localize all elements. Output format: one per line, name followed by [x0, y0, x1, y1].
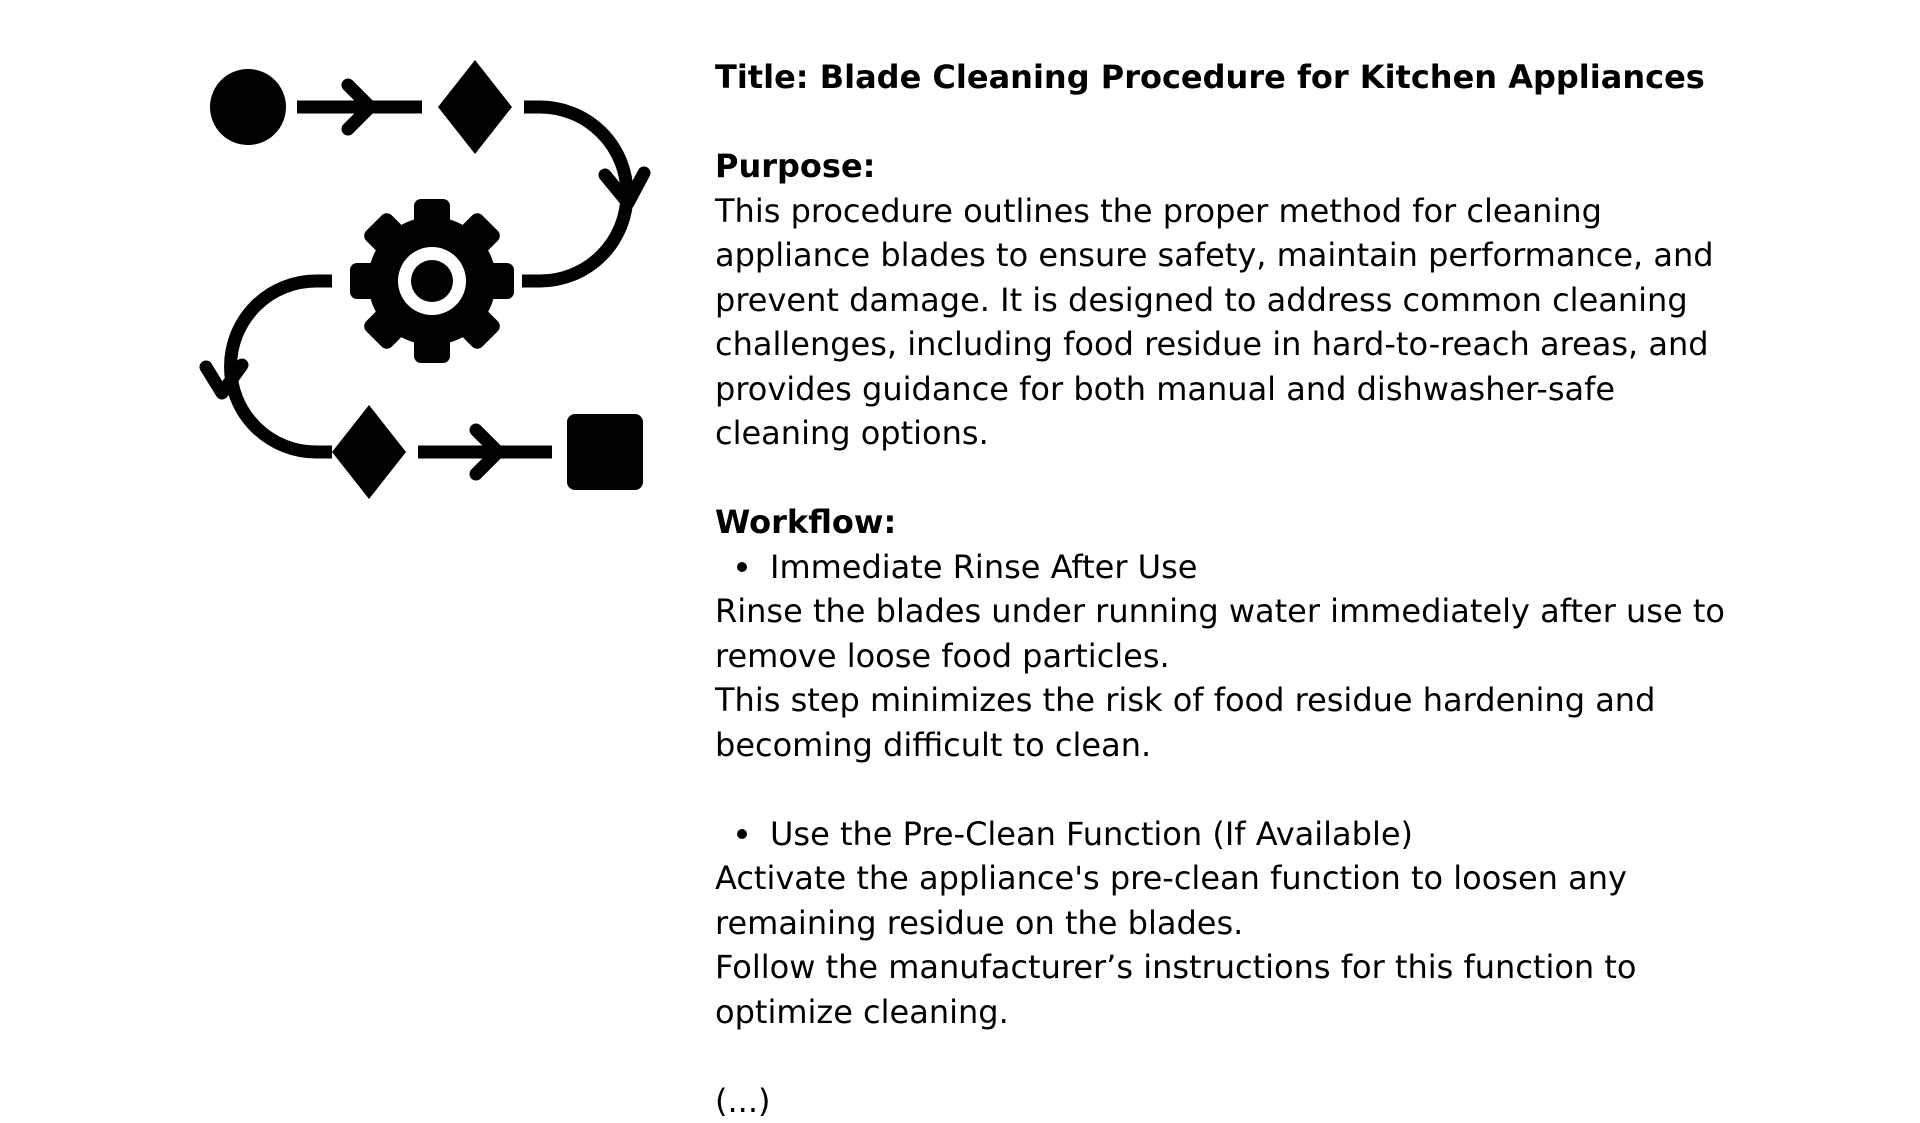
- bullet-icon: [737, 562, 747, 572]
- step-bullet-item: [715, 812, 1755, 857]
- start-node-icon: [210, 69, 286, 145]
- step-title: Immediate Rinse After Use: [770, 545, 1197, 590]
- document-title: Title: Blade Cleaning Procedure for Kitchen Appliances: [715, 55, 1755, 100]
- decision-node-icon: [332, 405, 406, 499]
- workflow-step: [715, 812, 1755, 1035]
- gear-icon: [350, 199, 514, 363]
- step-bullet-item: [715, 545, 1755, 590]
- step-description: Follow the manufacturer’s instructions for this function to optimize cleaning.: [715, 945, 1755, 1034]
- bullet-icon: [737, 829, 747, 839]
- workflow-step: [715, 545, 1755, 768]
- decision-node-icon: [438, 60, 512, 154]
- step-description: Rinse the blades under running water immediately after use to remove loose food particles.: [715, 589, 1755, 678]
- purpose-text: This procedure outlines the proper method for cleaning appliance blades to ensure safety, maintain performance, and prevent damage. It is designed to address common cleaning challenges, including food residue in hard-to-reach areas, and provides guidance for both manual and dishwasher-safe cleaning options.: [715, 189, 1755, 456]
- workflow-heading: Workflow:: [715, 500, 1755, 545]
- step-description: Activate the appliance's pre-clean function to loosen any remaining residue on the blades.: [715, 856, 1755, 945]
- workflow-process-icon: [200, 55, 655, 500]
- continuation-marker: (...): [715, 1079, 1755, 1123]
- procedure-document: [715, 55, 1755, 1123]
- purpose-heading: Purpose:: [715, 144, 1755, 189]
- step-title: Use the Pre-Clean Function (If Available): [770, 812, 1413, 857]
- step-description: This step minimizes the risk of food residue hardening and becoming difficult to clean.: [715, 678, 1755, 767]
- end-node-icon: [567, 414, 643, 490]
